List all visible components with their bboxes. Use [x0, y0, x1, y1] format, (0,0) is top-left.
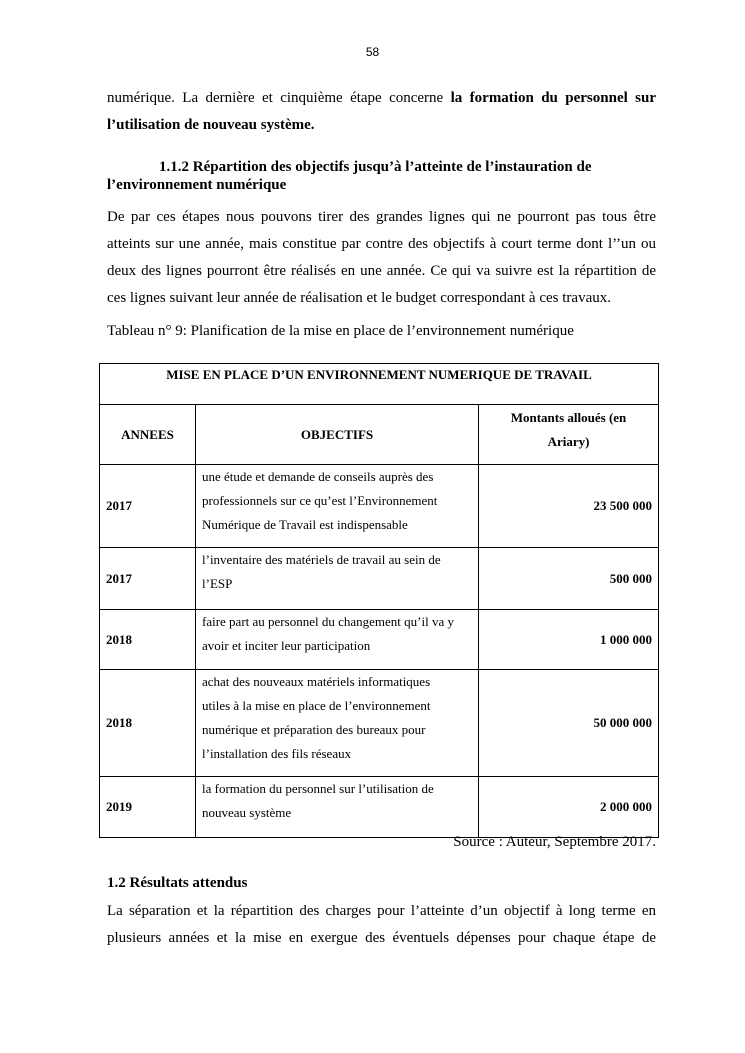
objective-line: professionnels sur ce qu’est l’Environnement — [202, 493, 438, 508]
paragraph-line: deux des lignes pourront être réalisés en une année. Ce qui va suivre est la répartition de — [107, 263, 656, 279]
objective-line: achat des nouveaux matériels informatiques — [202, 674, 431, 689]
results-line: plusieurs années et la mise en exergue des éventuels dépenses pour chaque étape de — [107, 930, 656, 946]
intro-line-1 — [107, 85, 656, 112]
header-years: ANNEES — [100, 405, 196, 465]
page-number: 58 — [365, 45, 380, 59]
header-amount-line2: Ariary) — [547, 434, 590, 449]
paragraph-line: ces lignes suivant leur année de réalisation et le budget correspondant à ces travaux. — [107, 290, 611, 306]
objective-line: Numérique de Travail est indispensable — [202, 517, 408, 532]
table-title-row — [100, 364, 659, 405]
objective-line: la formation du personnel sur l’utilisation de — [202, 781, 434, 796]
intro-text: numérique. La dernière et cinquième étape concerne — [107, 90, 451, 106]
objective-line: avoir et inciter leur participation — [202, 638, 371, 653]
results-line: La séparation et la répartition des charges pour l’atteinte d’un objectif à long terme en — [107, 903, 656, 919]
objective-line: utiles à la mise en place de l’environnement — [202, 698, 431, 713]
section-heading-112 — [107, 158, 656, 194]
objective-line: nouveau système — [202, 805, 292, 820]
objective-line: l’inventaire des matériels de travail au sein de — [202, 552, 441, 567]
section-title-line1: Répartition des objectifs jusqu’à l’atteinte de l’instauration de — [192, 159, 592, 175]
table-source: Source : Auteur, Septembre 2017. — [453, 834, 656, 850]
objective-line: l’ESP — [202, 576, 233, 591]
header-amounts — [479, 405, 659, 465]
objective-line: numérique et préparation des bureaux pour — [202, 722, 426, 737]
intro-bold-1: la formation du personnel sur — [450, 90, 656, 106]
row-amount: 50 000 000 — [479, 670, 659, 777]
row-amount: 2 000 000 — [479, 777, 659, 838]
intro-line-2: l’utilisation de nouveau système. — [107, 117, 315, 133]
row-year: 2018 — [100, 610, 196, 670]
section-number: 1.1.2 — [159, 159, 189, 175]
objective-line: l’installation des fils réseaux — [202, 746, 352, 761]
row-objective — [196, 610, 479, 670]
table-caption: Tableau n° 9: Planification de la mise en place de l’environnement numérique — [107, 323, 574, 339]
row-year: 2018 — [100, 670, 196, 777]
table-title: MISE EN PLACE D’UN ENVIRONNEMENT NUMERIQUE DE TRAVAIL — [100, 364, 659, 405]
section-heading-12: 1.2 Résultats attendus — [107, 875, 248, 891]
objective-line: une étude et demande de conseils auprès des — [202, 469, 434, 484]
header-amount-line1: Montants alloués (en — [510, 410, 627, 425]
section-title-line2: l’environnement numérique — [107, 177, 287, 193]
paragraph-line: De par ces étapes nous pouvons tirer des grandes lignes qui ne pourront pas tous être — [107, 209, 656, 225]
row-objective — [196, 465, 479, 548]
table-header-row — [100, 405, 659, 465]
table-row — [100, 777, 659, 838]
row-year: 2017 — [100, 548, 196, 610]
row-objective — [196, 670, 479, 777]
objective-line: faire part au personnel du changement qu’il va y — [202, 614, 454, 629]
table-row — [100, 610, 659, 670]
paragraph-line: atteints sur une année, mais constitue par contre des objectifs à court terme dont l’’un ou — [107, 236, 656, 252]
row-objective — [196, 548, 479, 610]
row-objective — [196, 777, 479, 838]
table-row — [100, 465, 659, 548]
row-year: 2019 — [100, 777, 196, 838]
table-row — [100, 670, 659, 777]
row-amount: 500 000 — [479, 548, 659, 610]
header-objectives: OBJECTIFS — [196, 405, 479, 465]
table-row — [100, 548, 659, 610]
row-amount: 1 000 000 — [479, 610, 659, 670]
planning-table — [99, 363, 659, 838]
row-year: 2017 — [100, 465, 196, 548]
row-amount: 23 500 000 — [479, 465, 659, 548]
